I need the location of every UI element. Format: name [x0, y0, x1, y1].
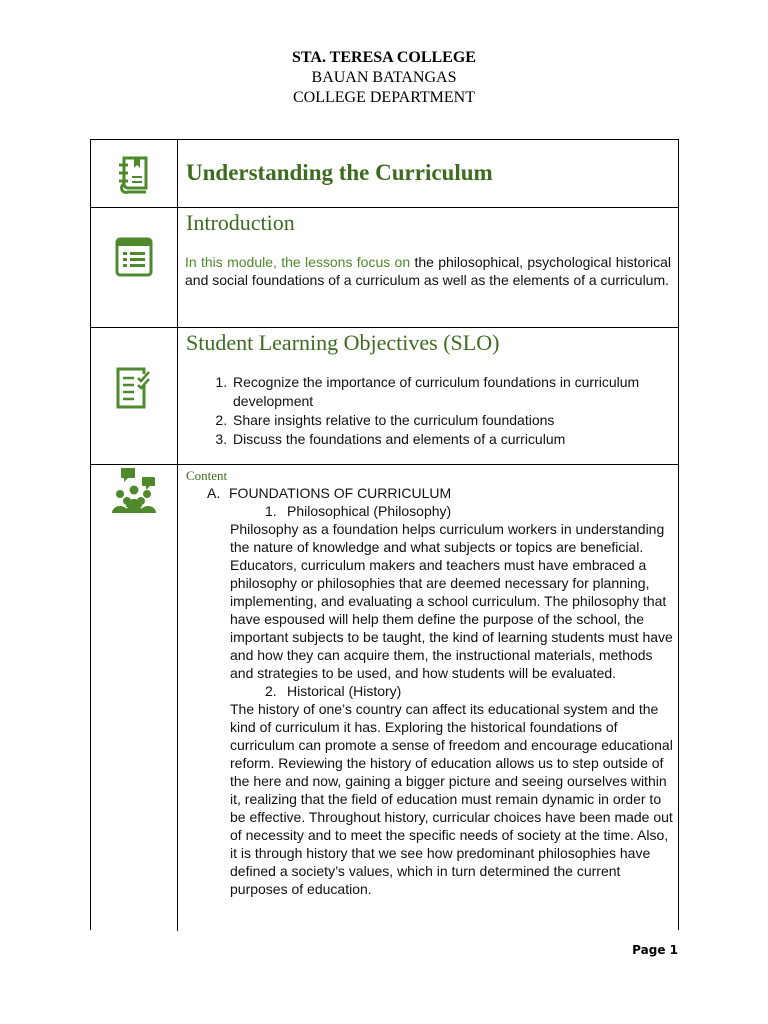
- content-label: Content: [186, 468, 228, 483]
- slo-list: [201, 373, 701, 449]
- slo-item: 3. Discuss the foundations and elements of a curriculum: [231, 430, 701, 449]
- department-name: COLLEGE DEPARTMENT: [293, 89, 475, 106]
- module-title: Understanding the Curriculum: [186, 160, 493, 185]
- introduction-lead: In this module, the lessons focus on: [185, 254, 411, 270]
- content-row: [91, 465, 678, 931]
- subsection-paragraph: The history of one’s country can affect its educational system and the kind of curriculum it has. Exploring the historical foundations of curriculum can promote a sense of freedom and encourage educational reform. Reviewing the history of education allows us to step outside of the here and now, gaining a bigger picture and seeing ourselves within it, realizing that the field of education must remain dynamic in order to be effective. Throughout history, curricular choices have been made out of necessity and to meet the specific needs of society at the time. Also, it is through history that we see how predominant philosophies have defined a society’s values, which in turn determined the current purposes of education.: [230, 701, 673, 897]
- group-discussion-icon: [91, 467, 177, 513]
- subsection-heading: 2. Historical (History): [265, 683, 402, 699]
- school-location: BAUAN BATANGAS: [311, 69, 457, 86]
- subsection-paragraph: Philosophy as a foundation helps curriculum workers in understanding the nature of knowledge and what subjects or topics are beneficial. Educators, curriculum makers and teachers must have embraced a philosophy or philosophies that are deemed necessary for planning, implementing, and evaluating a school curriculum. The philosophy that have espoused will help them define the purpose of the school, the important subjects to be taught, the kind of learning students must have and how they can acquire them, the instructional materials, methods and strategies to be used, and how students will be evaluated.: [230, 521, 673, 681]
- slo-row: [91, 328, 678, 465]
- page-number: Page 1: [632, 943, 678, 957]
- module-table: [90, 139, 679, 930]
- introduction-row: [91, 208, 678, 328]
- slo-item: 2. Share insights relative to the curriculum foundations: [231, 411, 701, 430]
- introduction-body: the philosophical, psychological historical and social foundations of a curriculum as well as the elements of a curriculum.: [185, 254, 671, 288]
- module-title-row: [91, 140, 678, 208]
- school-name: STA. TERESA COLLEGE: [292, 49, 476, 66]
- subsection-heading: 1. Philosophical (Philosophy): [265, 503, 452, 519]
- book-icon: [91, 153, 177, 195]
- introduction-heading: Introduction: [186, 210, 295, 235]
- content-body: [207, 484, 673, 898]
- slo-heading: Student Learning Objectives (SLO): [186, 330, 500, 355]
- checklist-icon: [91, 365, 177, 411]
- list-document-icon: [91, 236, 177, 278]
- school-header: [0, 48, 768, 108]
- section-a-heading: A. FOUNDATIONS OF CURRICULUM: [207, 485, 452, 501]
- slo-item: 1. Recognize the importance of curriculum foundations in curriculum development: [231, 373, 701, 411]
- introduction-text: [185, 253, 671, 289]
